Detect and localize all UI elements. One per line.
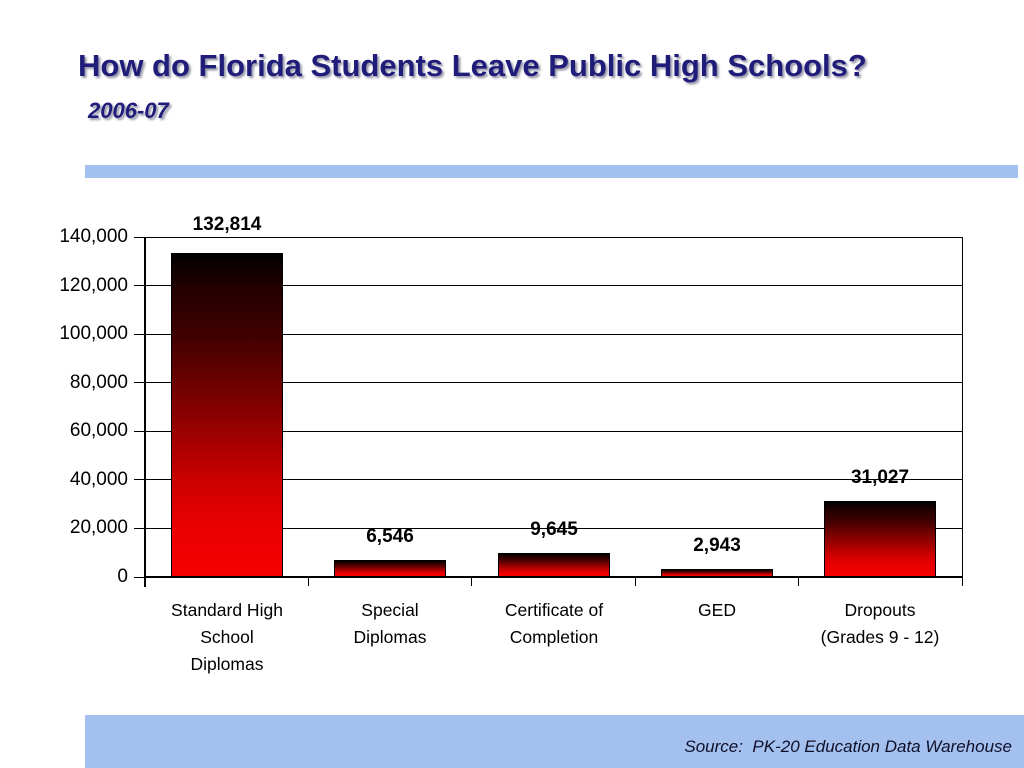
bar-standard-high-school-diplomas (171, 253, 283, 577)
slide-subtitle: 2006-07 (88, 98, 169, 123)
category-label-line: School (200, 627, 254, 647)
source-band (85, 715, 1024, 768)
category-label-line: (Grades 9 - 12) (820, 627, 940, 647)
y-axis-tick-label: 140,000 (59, 226, 128, 247)
bar-special-diplomas (334, 560, 446, 577)
value-label-ged: 2,943 (693, 535, 741, 556)
y-axis-tick-label: 100,000 (59, 323, 128, 345)
y-axis-tick-label: 80,000 (69, 371, 128, 393)
category-label-dropouts-grades-9-12 (790, 597, 970, 651)
x-axis-tick (798, 577, 799, 586)
value-label-dropouts-grades-9-12: 31,027 (850, 467, 910, 488)
category-label-line: Dropouts (844, 600, 916, 620)
bar-ged (661, 569, 773, 577)
x-axis-tick (635, 577, 636, 586)
x-axis-tick (471, 577, 472, 586)
source-text: Source: PK-20 Education Data Warehouse (684, 737, 1012, 756)
category-label-line: Standard High (171, 600, 283, 620)
category-label-standard-high-school-diplomas (137, 597, 317, 678)
y-axis-tick-label: 20,000 (69, 517, 128, 539)
x-axis-tick (962, 577, 963, 586)
y-axis-tick-label: 60,000 (69, 420, 128, 442)
y-axis-tick-label: 120,000 (59, 274, 128, 296)
category-label-line: Certificate of (504, 600, 604, 620)
category-label-special-diplomas (300, 597, 480, 651)
bar-dropouts-grades-9-12 (824, 501, 936, 577)
category-label-ged (627, 597, 807, 624)
y-axis-tick-label: 0 (117, 566, 128, 587)
gridline (145, 237, 962, 238)
category-label-certificate-of-completion (464, 597, 644, 651)
value-label-certificate-of-completion: 9,645 (530, 519, 578, 540)
category-label-line: GED (698, 600, 736, 620)
category-label-line: Diplomas (190, 654, 264, 674)
slide-title: How do Florida Students Leave Public High Schools? (78, 48, 867, 83)
y-axis-line (144, 237, 146, 587)
y-axis-tick-label: 40,000 (69, 468, 128, 490)
category-label-line: Diplomas (353, 627, 427, 647)
x-axis-tick (308, 577, 309, 586)
value-label-special-diplomas: 6,546 (366, 526, 414, 547)
value-label-standard-high-school-diplomas: 132,814 (192, 214, 262, 235)
bar-certificate-of-completion (498, 553, 610, 577)
plot-right-border (962, 237, 963, 577)
category-label-line: Special (361, 600, 419, 620)
category-label-line: Completion (509, 627, 599, 647)
